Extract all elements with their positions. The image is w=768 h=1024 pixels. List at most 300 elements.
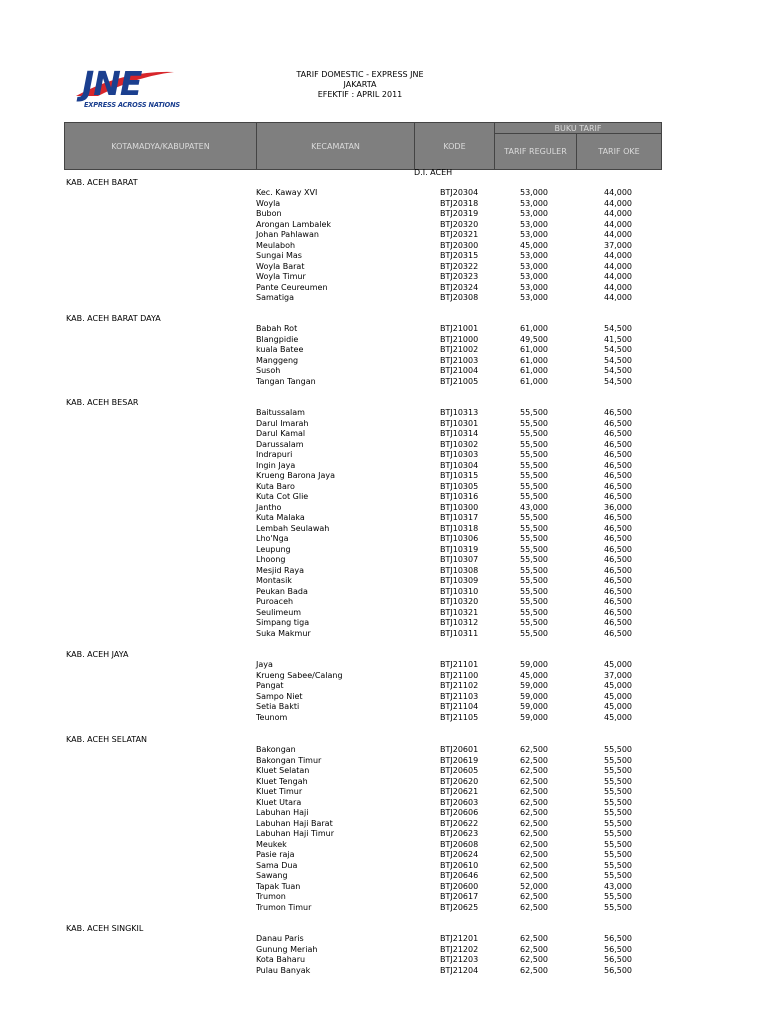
table-row <box>0 188 768 198</box>
table-row <box>0 555 768 565</box>
kecamatan-cell: Krueng Sabee/Calang <box>256 670 343 680</box>
table-row <box>0 283 768 293</box>
tarif-oke-cell: 46,500 <box>604 408 632 417</box>
kecamatan-cell: Baitussalam <box>256 408 305 417</box>
tarif-reguler-cell: 62,500 <box>520 776 548 786</box>
kecamatan-cell: Kluet Utara <box>256 797 302 807</box>
kode-cell: BTJ20601 <box>440 745 479 754</box>
kode-cell: BTJ21202 <box>440 944 479 954</box>
kode-cell: BTJ20320 <box>440 219 479 229</box>
kecamatan-cell: Setia Bakti <box>256 702 300 711</box>
tarif-oke-cell: 45,000 <box>604 660 632 669</box>
kecamatan-cell: Bubon <box>256 209 282 218</box>
header-kode: KODE <box>415 123 495 169</box>
kode-cell: BTJ10304 <box>440 460 479 470</box>
table-row <box>0 829 768 839</box>
kode-cell: BTJ20617 <box>440 892 479 901</box>
tarif-oke-cell: 54,500 <box>604 366 632 375</box>
tarif-oke-cell: 46,500 <box>604 471 632 480</box>
table-row <box>0 482 768 492</box>
kecamatan-cell: Kota Baharu <box>256 955 306 964</box>
tarif-oke-cell: 55,500 <box>604 839 632 849</box>
tarif-oke-cell: 46,500 <box>604 513 632 522</box>
tarif-oke-cell: 55,500 <box>604 766 632 775</box>
tarif-reguler-cell: 62,500 <box>520 955 548 964</box>
tarif-oke-cell: 56,500 <box>604 965 632 975</box>
kode-cell: BTJ10307 <box>440 555 479 564</box>
tarif-reguler-cell: 53,000 <box>520 282 548 292</box>
table-row <box>0 892 768 902</box>
kecamatan-cell: Simpang tiga <box>256 618 310 627</box>
kecamatan-cell: Samatiga <box>256 293 295 302</box>
tarif-oke-cell: 45,000 <box>604 681 632 690</box>
kode-cell: BTJ10318 <box>440 523 479 533</box>
doc-title-line2: JAKARTA <box>343 80 377 89</box>
tarif-reguler-cell: 45,000 <box>520 670 548 680</box>
tarif-oke-cell: 55,500 <box>604 902 632 912</box>
tarif-oke-cell: 41,500 <box>604 334 632 344</box>
kode-cell: BTJ20321 <box>440 230 479 239</box>
kode-cell: BTJ10305 <box>440 481 479 491</box>
tarif-reguler-cell: 62,500 <box>520 944 548 954</box>
table-row <box>0 513 768 523</box>
table-row <box>0 903 768 913</box>
header-tarif-oke: TARIF OKE <box>598 147 640 156</box>
tarif-reguler-cell: 49,500 <box>520 334 548 344</box>
tarif-reguler-cell: 55,500 <box>520 576 548 585</box>
table-row <box>0 251 768 261</box>
table-row <box>0 629 768 639</box>
table-row <box>0 377 768 387</box>
table-header <box>64 122 662 170</box>
table-row <box>0 262 768 272</box>
tarif-oke-cell: 37,000 <box>604 670 632 680</box>
kode-cell: BTJ10314 <box>440 429 479 438</box>
tarif-oke-cell: 55,500 <box>604 797 632 807</box>
tarif-oke-cell: 45,000 <box>604 712 632 722</box>
kecamatan-cell: Puroaceh <box>256 597 294 606</box>
tarif-reguler-cell: 62,500 <box>520 892 548 901</box>
table-row <box>0 461 768 471</box>
kecamatan-cell: Arongan Lambalek <box>256 219 332 229</box>
tarif-oke-cell: 44,000 <box>604 198 632 208</box>
doc-title-line1: TARIF DOMESTIC - EXPRESS JNE <box>296 70 424 79</box>
table-row <box>0 524 768 534</box>
tarif-oke-cell: 46,500 <box>604 576 632 585</box>
kecamatan-cell: Kluet Selatan <box>256 766 310 775</box>
kecamatan-cell: Darussalam <box>256 439 304 449</box>
kecamatan-cell: Lho'Nga <box>256 534 289 543</box>
tarif-oke-cell: 55,500 <box>604 892 632 901</box>
kecamatan-cell: Kluet Tengah <box>256 776 308 786</box>
table-row <box>0 819 768 829</box>
kode-cell: BTJ10316 <box>440 492 479 501</box>
table-row <box>0 787 768 797</box>
table-row <box>0 966 768 976</box>
tarif-oke-cell: 36,000 <box>604 502 632 512</box>
kode-cell: BTJ21101 <box>440 660 479 669</box>
kode-cell: BTJ21104 <box>440 702 479 711</box>
logo-tagline: EXPRESS ACROSS NATIONS <box>84 101 180 109</box>
kode-cell: BTJ10311 <box>440 628 479 638</box>
group-label: KAB. ACEH BARAT DAYA <box>66 314 161 323</box>
tarif-oke-cell: 46,500 <box>604 544 632 554</box>
tarif-reguler-cell: 55,500 <box>520 429 548 438</box>
table-row <box>0 777 768 787</box>
tarif-reguler-cell: 59,000 <box>520 660 548 669</box>
tarif-reguler-cell: 55,500 <box>520 544 548 554</box>
table-row <box>0 566 768 576</box>
kode-cell: BTJ20621 <box>440 787 479 796</box>
tarif-reguler-cell: 55,500 <box>520 492 548 501</box>
tarif-reguler-cell: 53,000 <box>520 188 548 197</box>
tarif-reguler-cell: 59,000 <box>520 681 548 690</box>
kecamatan-cell: Manggeng <box>256 355 299 365</box>
table-row <box>0 766 768 776</box>
kecamatan-cell: Kec. Kaway XVI <box>256 188 318 197</box>
kecamatan-cell: Peukan Bada <box>256 586 308 596</box>
tarif-oke-cell: 46,500 <box>604 607 632 617</box>
table-row <box>0 503 768 513</box>
kecamatan-cell: Sampo Niet <box>256 691 303 701</box>
table-row <box>0 492 768 502</box>
kode-cell: BTJ20318 <box>440 198 479 208</box>
tarif-oke-cell: 46,500 <box>604 565 632 575</box>
table-row <box>0 934 768 944</box>
tarif-oke-cell: 46,500 <box>604 439 632 449</box>
tarif-reguler-cell: 62,500 <box>520 871 548 880</box>
tarif-oke-cell: 44,000 <box>604 251 632 260</box>
tarif-reguler-cell: 62,500 <box>520 755 548 765</box>
table-row <box>0 408 768 418</box>
tarif-oke-cell: 54,500 <box>604 376 632 386</box>
table-row <box>0 798 768 808</box>
tarif-oke-cell: 55,500 <box>604 829 632 838</box>
tarif-oke-cell: 54,500 <box>604 345 632 354</box>
tarif-oke-cell: 44,000 <box>604 230 632 239</box>
table-row <box>0 871 768 881</box>
kode-cell: BTJ21002 <box>440 345 479 354</box>
table-row <box>0 209 768 219</box>
kode-cell: BTJ21005 <box>440 376 479 386</box>
tarif-oke-cell: 54,500 <box>604 355 632 365</box>
table-row <box>0 272 768 282</box>
tarif-reguler-cell: 55,500 <box>520 439 548 449</box>
kode-cell: BTJ20308 <box>440 293 479 302</box>
tarif-reguler-cell: 59,000 <box>520 691 548 701</box>
header-kecamatan: KECAMATAN <box>257 123 415 169</box>
table-row <box>0 293 768 303</box>
kode-cell: BTJ20610 <box>440 860 479 870</box>
tarif-reguler-cell: 53,000 <box>520 209 548 218</box>
kecamatan-cell: Sama Dua <box>256 860 298 870</box>
table-row <box>0 450 768 460</box>
table-row <box>0 840 768 850</box>
kecamatan-cell: Ingin Jaya <box>256 460 296 470</box>
table-row <box>0 345 768 355</box>
tarif-reguler-cell: 61,000 <box>520 366 548 375</box>
tarif-reguler-cell: 62,500 <box>520 850 548 859</box>
table-row <box>0 356 768 366</box>
tarif-reguler-cell: 62,500 <box>520 860 548 870</box>
table-row <box>0 324 768 334</box>
kode-cell: BTJ10301 <box>440 418 479 428</box>
kecamatan-cell: Blangpidie <box>256 334 299 344</box>
tarif-reguler-cell: 53,000 <box>520 261 548 271</box>
tarif-oke-cell: 46,500 <box>604 523 632 533</box>
jne-logo <box>68 66 178 112</box>
kode-cell: BTJ10317 <box>440 513 479 522</box>
kecamatan-cell: Babah Rot <box>256 324 298 333</box>
kecamatan-cell: Jantho <box>256 502 282 512</box>
kode-cell: BTJ10300 <box>440 502 479 512</box>
tarif-oke-cell: 46,500 <box>604 460 632 470</box>
header-buku-tarif: BUKU TARIF <box>495 123 661 134</box>
tarif-reguler-cell: 62,500 <box>520 934 548 943</box>
tarif-reguler-cell: 55,500 <box>520 586 548 596</box>
kecamatan-cell: Trumon Timur <box>256 902 312 912</box>
table-row <box>0 671 768 681</box>
kode-cell: BTJ21105 <box>440 712 479 722</box>
table-row <box>0 199 768 209</box>
tarif-reguler-cell: 55,500 <box>520 471 548 480</box>
tarif-reguler-cell: 53,000 <box>520 230 548 239</box>
kecamatan-cell: Montasik <box>256 576 292 585</box>
tarif-reguler-cell: 45,000 <box>520 240 548 250</box>
tarif-oke-cell: 46,500 <box>604 450 632 459</box>
table-row <box>0 882 768 892</box>
table-row <box>0 756 768 766</box>
kode-cell: BTJ21102 <box>440 681 479 690</box>
tarif-reguler-cell: 62,500 <box>520 766 548 775</box>
tarif-oke-cell: 46,500 <box>604 418 632 428</box>
tarif-oke-cell: 46,500 <box>604 555 632 564</box>
header-kotamadya: KOTAMADYA/KABUPATEN <box>65 123 257 169</box>
kode-cell: BTJ21004 <box>440 366 479 375</box>
header-tarif-reguler: TARIF REGULER <box>495 134 577 169</box>
tarif-reguler-cell: 59,000 <box>520 712 548 722</box>
tarif-oke-cell: 44,000 <box>604 272 632 281</box>
table-row <box>0 618 768 628</box>
tarif-oke-cell: 46,500 <box>604 492 632 501</box>
kode-cell: BTJ21001 <box>440 324 479 333</box>
table-row <box>0 660 768 670</box>
tarif-oke-cell: 46,500 <box>604 597 632 606</box>
tarif-oke-cell: 55,500 <box>604 850 632 859</box>
table-row <box>0 440 768 450</box>
table-row <box>0 681 768 691</box>
tarif-reguler-cell: 53,000 <box>520 219 548 229</box>
tarif-reguler-cell: 55,500 <box>520 450 548 459</box>
table-row <box>0 713 768 723</box>
tarif-reguler-cell: 55,500 <box>520 513 548 522</box>
tarif-reguler-cell: 53,000 <box>520 293 548 302</box>
kode-cell: BTJ20608 <box>440 839 479 849</box>
kode-cell: BTJ10320 <box>440 597 479 606</box>
kecamatan-cell: Seulimeum <box>256 607 302 617</box>
table-row <box>0 220 768 230</box>
tarif-reguler-cell: 62,500 <box>520 829 548 838</box>
table-row <box>0 702 768 712</box>
tarif-reguler-cell: 62,500 <box>520 745 548 754</box>
kecamatan-cell: Woyla Timur <box>256 272 306 281</box>
kode-cell: BTJ20620 <box>440 776 479 786</box>
kode-cell: BTJ20319 <box>440 209 479 218</box>
tarif-reguler-cell: 43,000 <box>520 502 548 512</box>
tarif-oke-cell: 44,000 <box>604 219 632 229</box>
kecamatan-cell: Kluet Timur <box>256 787 303 796</box>
tarif-reguler-cell: 55,500 <box>520 618 548 627</box>
kecamatan-cell: Meulaboh <box>256 240 296 250</box>
tarif-reguler-cell: 55,500 <box>520 534 548 543</box>
tarif-oke-cell: 46,500 <box>604 481 632 491</box>
kode-cell: BTJ10315 <box>440 471 479 480</box>
table-row <box>0 808 768 818</box>
tarif-oke-cell: 55,500 <box>604 808 632 817</box>
table-row <box>0 241 768 251</box>
tarif-reguler-cell: 62,500 <box>520 839 548 849</box>
kode-cell: BTJ20625 <box>440 902 479 912</box>
table-row <box>0 534 768 544</box>
tarif-reguler-cell: 55,500 <box>520 418 548 428</box>
kecamatan-cell: Pangat <box>256 681 284 690</box>
province-label: D.I. ACEH <box>414 168 453 177</box>
table-row <box>0 850 768 860</box>
tarif-oke-cell: 55,500 <box>604 818 632 828</box>
kecamatan-cell: Bakongan <box>256 745 296 754</box>
kecamatan-cell: Sungai Mas <box>256 251 302 260</box>
kecamatan-cell: Kuta Cot Glie <box>256 492 309 501</box>
kode-cell: BTJ21103 <box>440 691 479 701</box>
tarif-oke-cell: 43,000 <box>604 881 632 891</box>
kode-cell: BTJ20624 <box>440 850 479 859</box>
kecamatan-cell: Trumon <box>256 892 286 901</box>
kecamatan-cell: Lhoong <box>256 555 286 564</box>
kecamatan-cell: Kuta Malaka <box>256 513 305 522</box>
kode-cell: BTJ20622 <box>440 818 479 828</box>
kecamatan-cell: Jaya <box>256 660 273 669</box>
group-label: KAB. ACEH BESAR <box>66 398 139 407</box>
tarif-reguler-cell: 55,500 <box>520 523 548 533</box>
tarif-reguler-cell: 55,500 <box>520 408 548 417</box>
tarif-oke-cell: 54,500 <box>604 324 632 333</box>
tarif-oke-cell: 44,000 <box>604 188 632 197</box>
tarif-reguler-cell: 62,500 <box>520 818 548 828</box>
kecamatan-cell: Labuhan Haji <box>256 808 309 817</box>
tarif-oke-cell: 46,500 <box>604 586 632 596</box>
kecamatan-cell: Leupung <box>256 544 291 554</box>
tarif-oke-cell: 55,500 <box>604 787 632 796</box>
tarif-oke-cell: 45,000 <box>604 702 632 711</box>
tarif-reguler-cell: 62,500 <box>520 965 548 975</box>
tarif-oke-cell: 46,500 <box>604 429 632 438</box>
kode-cell: BTJ10308 <box>440 565 479 575</box>
tarif-oke-cell: 55,500 <box>604 776 632 786</box>
table-row <box>0 335 768 345</box>
table-row <box>0 366 768 376</box>
kode-cell: BTJ20322 <box>440 261 479 271</box>
group-label: KAB. ACEH SELATAN <box>66 735 148 744</box>
kecamatan-cell: Lembah Seulawah <box>256 523 330 533</box>
kecamatan-cell: Sawang <box>256 871 288 880</box>
kode-cell: BTJ10310 <box>440 586 479 596</box>
tarif-oke-cell: 46,500 <box>604 618 632 627</box>
tarif-reguler-cell: 55,500 <box>520 481 548 491</box>
group-label: KAB. ACEH BARAT <box>66 178 138 187</box>
tarif-oke-cell: 55,500 <box>604 860 632 870</box>
table-row <box>0 745 768 755</box>
kode-cell: BTJ10319 <box>440 544 479 554</box>
tarif-reguler-cell: 62,500 <box>520 808 548 817</box>
kecamatan-cell: Darul Kamal <box>256 429 306 438</box>
tarif-oke-cell: 56,500 <box>604 955 632 964</box>
kode-cell: BTJ10313 <box>440 408 479 417</box>
tarif-reguler-cell: 62,500 <box>520 797 548 807</box>
kode-cell: BTJ20605 <box>440 766 479 775</box>
table-row <box>0 955 768 965</box>
kode-cell: BTJ20300 <box>440 240 479 250</box>
table-row <box>0 945 768 955</box>
table-row <box>0 861 768 871</box>
tarif-oke-cell: 55,500 <box>604 871 632 880</box>
tarif-reguler-cell: 61,000 <box>520 324 548 333</box>
kecamatan-cell: Gunung Meriah <box>256 944 318 954</box>
kecamatan-cell: Bakongan Timur <box>256 755 322 765</box>
kecamatan-cell: Mesjid Raya <box>256 565 304 575</box>
kecamatan-cell: Labuhan Haji Barat <box>256 818 333 828</box>
kecamatan-cell: Pasie raja <box>256 850 295 859</box>
group-label: KAB. ACEH JAYA <box>66 650 129 659</box>
tarif-reguler-cell: 62,500 <box>520 787 548 796</box>
kode-cell: BTJ10309 <box>440 576 479 585</box>
table-row <box>0 576 768 586</box>
kode-cell: BTJ21000 <box>440 334 479 344</box>
kecamatan-cell: Teunom <box>256 712 288 722</box>
kecamatan-cell: Darul Imarah <box>256 418 309 428</box>
tarif-reguler-cell: 59,000 <box>520 702 548 711</box>
kecamatan-cell: Krueng Barona Jaya <box>256 471 336 480</box>
kecamatan-cell: Tapak Tuan <box>256 881 301 891</box>
tarif-reguler-cell: 55,500 <box>520 597 548 606</box>
tarif-reguler-cell: 53,000 <box>520 272 548 281</box>
tarif-oke-cell: 56,500 <box>604 944 632 954</box>
kode-cell: BTJ21003 <box>440 355 479 365</box>
tarif-oke-cell: 55,500 <box>604 755 632 765</box>
table-row <box>0 429 768 439</box>
kode-cell: BTJ21203 <box>440 955 479 964</box>
tarif-oke-cell: 45,000 <box>604 691 632 701</box>
table-row <box>0 230 768 240</box>
tarif-reguler-cell: 53,000 <box>520 251 548 260</box>
tarif-reguler-cell: 61,000 <box>520 376 548 386</box>
table-row <box>0 608 768 618</box>
tarif-reguler-cell: 55,500 <box>520 565 548 575</box>
kecamatan-cell: Woyla <box>256 198 281 208</box>
table-row <box>0 587 768 597</box>
tarif-reguler-cell: 55,500 <box>520 460 548 470</box>
kecamatan-cell: Woyla Barat <box>256 261 305 271</box>
kecamatan-cell: Indrapuri <box>256 450 293 459</box>
kode-cell: BTJ21100 <box>440 670 479 680</box>
kecamatan-cell: Tangan Tangan <box>256 376 316 386</box>
kode-cell: BTJ20304 <box>440 188 479 197</box>
table-row <box>0 692 768 702</box>
logo-brand: JNE <box>82 64 142 103</box>
tarif-oke-cell: 46,500 <box>604 628 632 638</box>
kode-cell: BTJ10321 <box>440 607 479 617</box>
kode-cell: BTJ10302 <box>440 439 479 449</box>
tarif-oke-cell: 55,500 <box>604 745 632 754</box>
